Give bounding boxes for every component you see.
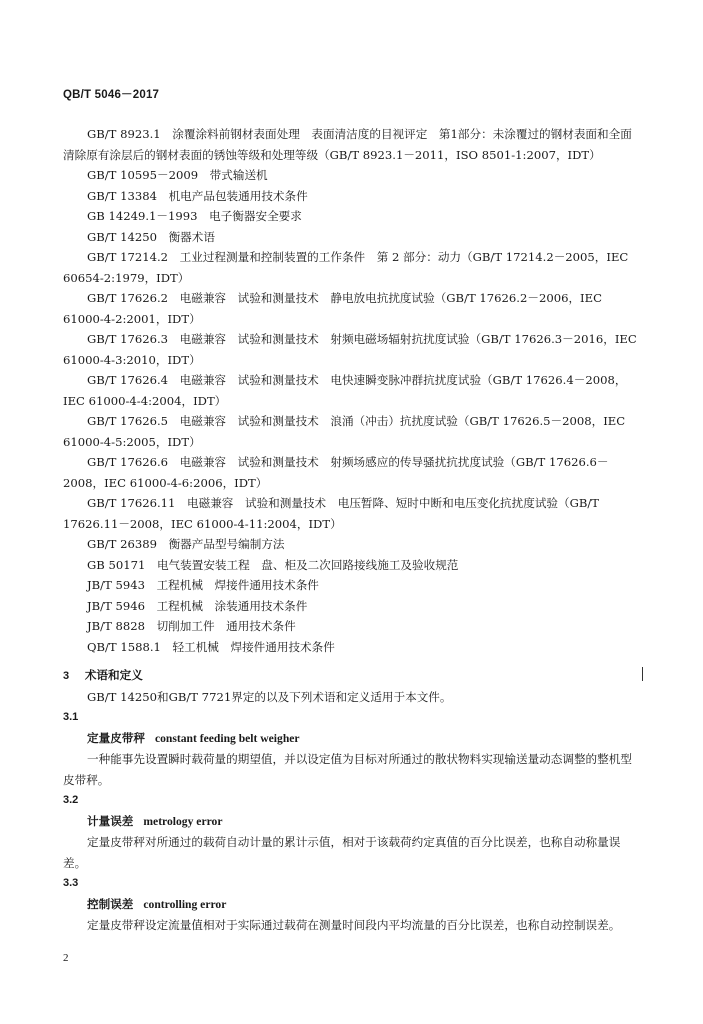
reference-gb-t-17626-2: GB/T 17626.2 电磁兼容 试验和测量技术 静电放电抗扰度试验（GB/T 17626.2－2006，IEC 61000-4-2:2001，IDT） xyxy=(63,291,602,326)
reference-gb-t-8923-1: GB/T 8923.1 涂覆涂料前钢材表面处理 表面清洁度的目视评定 第1部分：未涂覆过的钢材表面和全面清除原有涂层后的钢材表面的锈蚀等级和处理等级（GB/T 8923.1－2011，ISO 8501-1:2007，IDT） xyxy=(63,127,632,162)
reference-jb-t-8828: JB/T 8828 切削加工件 通用技术条件 xyxy=(87,619,296,633)
section-title: 术语和定义 xyxy=(84,668,143,682)
term-3-3 xyxy=(63,873,643,936)
term-title xyxy=(63,728,643,750)
term-zh: 控制误差 xyxy=(87,896,134,911)
term-number: 3.3 xyxy=(63,877,79,889)
reference-qb-t-1588-1: QB/T 1588.1 轻工机械 焊接件通用技术条件 xyxy=(87,639,335,654)
term-3-1 xyxy=(63,707,643,790)
reference-gb-t-17626-3: GB/T 17626.3 电磁兼容 试验和测量技术 射频电磁场辐射抗扰度试验（GB/T 17626.3－2016，IEC 61000-4-3:2010，IDT） xyxy=(63,332,637,367)
document-body xyxy=(63,124,643,936)
term-title xyxy=(63,894,643,916)
reference-gb-t-17626-11: GB/T 17626.11 电磁兼容 试验和测量技术 电压暂降、短时中断和电压变化抗扰度试验（GB/T 17626.11－2008，IEC 61000-4-11:2004，IDT） xyxy=(63,496,600,531)
term-en: constant feeding belt weigher xyxy=(154,731,300,745)
reference-gb-14249-1: GB 14249.1－1993 电子衡器安全要求 xyxy=(87,209,302,223)
term-definition: 定量皮带秤对所通过的载荷自动计量的累计示值，相对于该载荷约定真值的百分比误差，也称自动称量误差。 xyxy=(63,835,621,870)
term-zh: 计量误差 xyxy=(87,813,134,828)
reference-gb-t-17626-6: GB/T 17626.6 电磁兼容 试验和测量技术 射频场感应的传导骚扰抗扰度试验（GB/T 17626.6－2008，IEC 61000-4-6:2006，IDT） xyxy=(63,455,609,490)
reference-gb-50171: GB 50171 电气装置安装工程 盘、柜及二次回路接线施工及验收规范 xyxy=(87,557,459,572)
document-header: QB/T 5046－2017 xyxy=(63,89,160,101)
term-zh: 定量皮带秤 xyxy=(87,730,145,745)
term-en: metrology error xyxy=(143,814,223,828)
term-definition: 定量皮带秤设定流量值相对于实际通过载荷在测量时间段内平均流量的百分比误差，也称自动控制误差。 xyxy=(87,918,621,932)
term-number: 3.1 xyxy=(63,711,79,723)
term-3-2 xyxy=(63,790,643,873)
section-intro: GB/T 14250和GB/T 7721界定的以及下列术语和定义适用于本文件。 xyxy=(87,689,452,704)
reference-gb-t-14250: GB/T 14250 衡器术语 xyxy=(87,229,215,244)
section-heading xyxy=(63,665,643,687)
term-title xyxy=(63,811,643,833)
reference-gb-t-17214-2: GB/T 17214.2 工业过程测量和控制装置的工作条件 第 2 部分：动力（GB/T 17214.2－2005，IEC 60654-2:1979，IDT） xyxy=(63,250,629,285)
term-number: 3.2 xyxy=(63,794,79,806)
page-number: 2 xyxy=(63,952,69,964)
term-en: controlling error xyxy=(143,897,227,911)
change-bar xyxy=(642,667,643,681)
reference-gb-t-17626-4: GB/T 17626.4 电磁兼容 试验和测量技术 电快速瞬变脉冲群抗扰度试验（GB/T 17626.4－2008，IEC 61000-4-4:2004，IDT） xyxy=(63,373,627,408)
reference-gb-t-17626-5: GB/T 17626.5 电磁兼容 试验和测量技术 浪涌（冲击）抗扰度试验（GB/T 17626.5－2008，IEC 61000-4-5:2005，IDT） xyxy=(63,414,626,449)
reference-gb-t-10595: GB/T 10595－2009 带式输送机 xyxy=(87,168,268,182)
reference-gb-t-13384: GB/T 13384 机电产品包装通用技术条件 xyxy=(87,188,308,203)
reference-jb-t-5943: JB/T 5943 工程机械 焊接件通用技术条件 xyxy=(87,578,319,592)
reference-jb-t-5946: JB/T 5946 工程机械 涂装通用技术条件 xyxy=(87,598,308,613)
term-definition: 一种能事先设置瞬时载荷量的期望值，并以设定值为目标对所通过的散状物料实现输送量动态调整的整机型皮带秤。 xyxy=(63,752,632,787)
section-number: 3 xyxy=(63,670,70,682)
reference-gb-t-26389: GB/T 26389 衡器产品型号编制方法 xyxy=(87,537,285,551)
